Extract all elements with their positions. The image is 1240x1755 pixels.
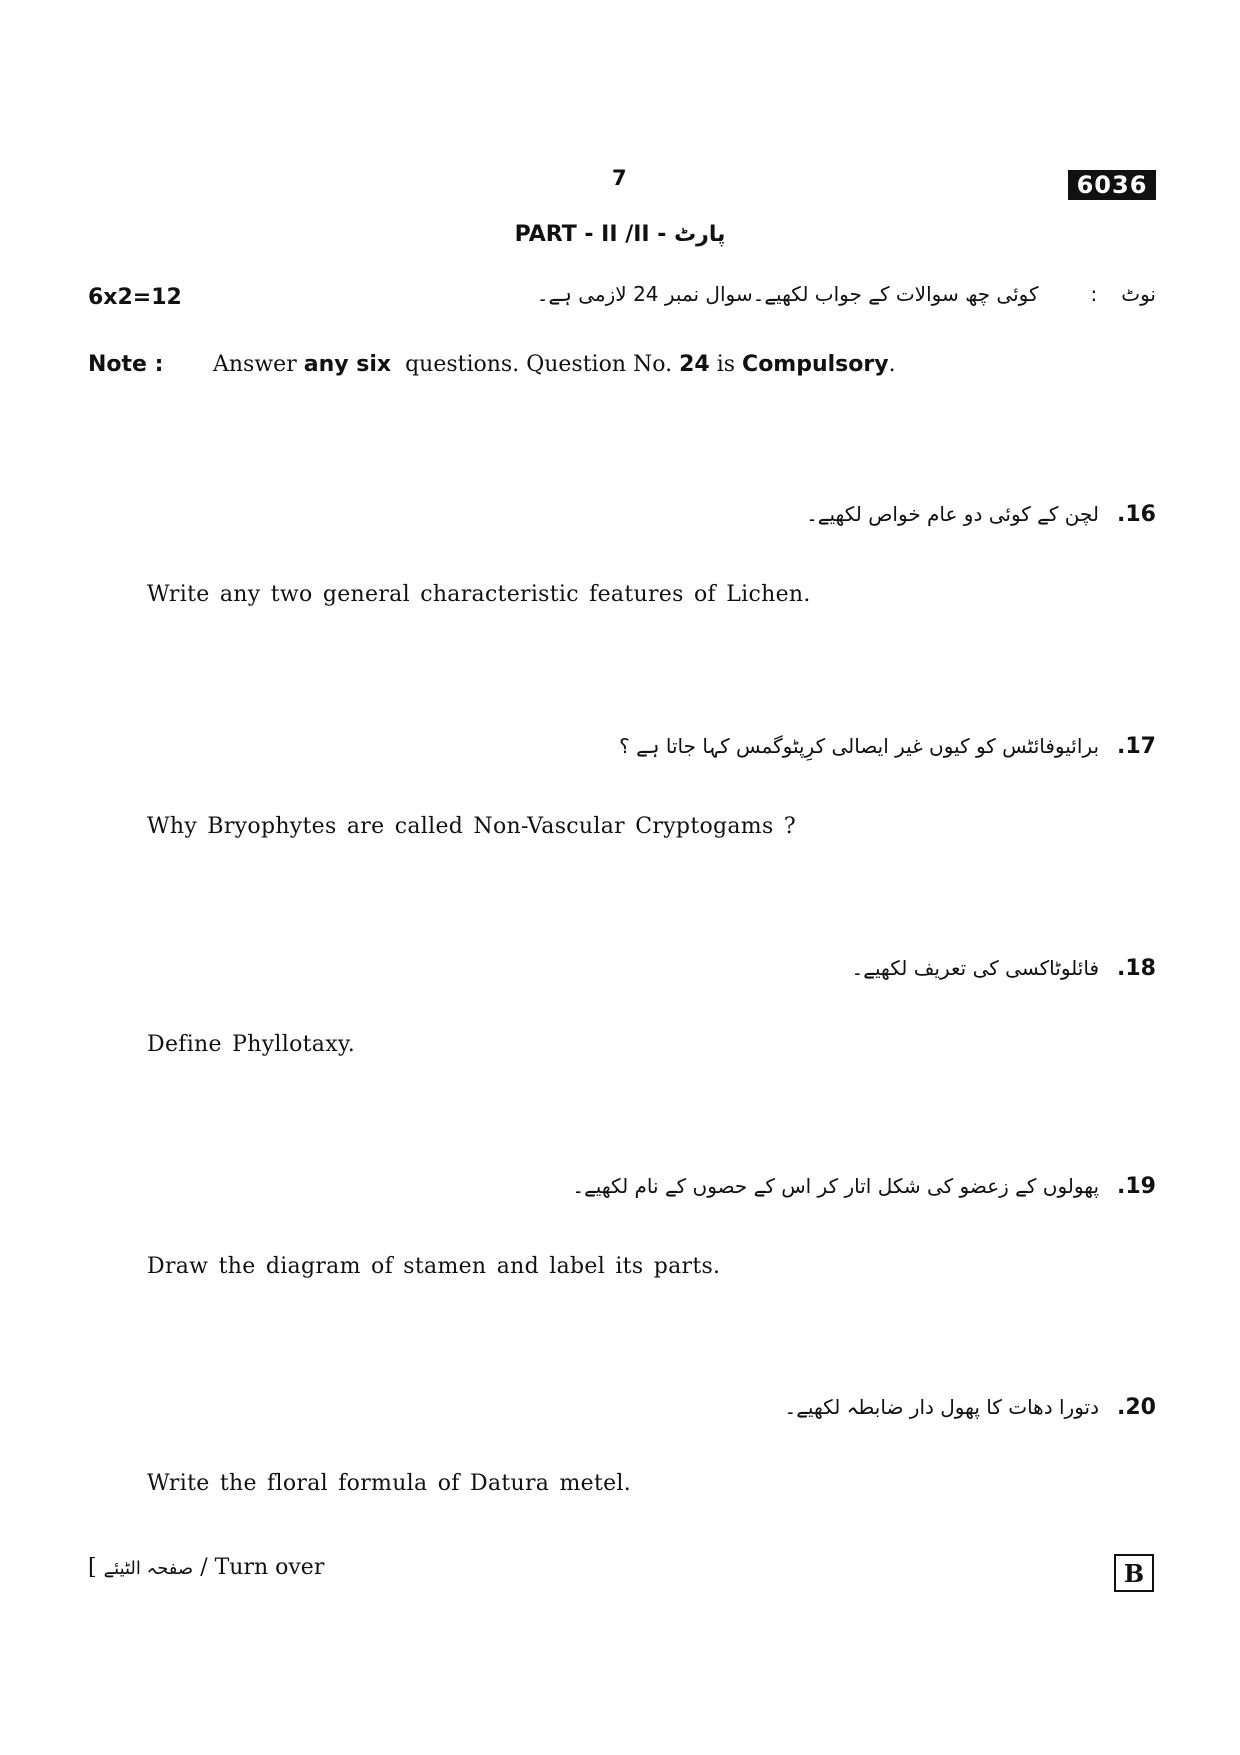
english-note (88, 352, 896, 377)
marks-scheme: 6x2=12 (88, 285, 182, 310)
question-urdu-text: پھولوں کے زعضو کی شکل اتار کر اس کے حصوں کے نام لکھیے۔ (572, 1174, 1100, 1198)
question-urdu-text: فائلوٹاکسی کی تعریف لکھیے۔ (851, 956, 1100, 980)
note-text-1: Answer (213, 352, 297, 377)
turn-over-english: / Turn over (200, 1555, 325, 1580)
question-16-urdu (806, 502, 1156, 527)
page-number: 7 (612, 166, 627, 190)
part-title (0, 222, 1240, 247)
turn-over-urdu: صفحہ الٹیئے (103, 1558, 194, 1579)
question-18-english: Define Phyllotaxy. (147, 1032, 356, 1057)
turn-over-note (88, 1555, 324, 1580)
urdu-note-text: کوئی چھ سوالات کے جواب لکھیے۔سوال نمبر 24 لازمی ہے۔ (536, 282, 1039, 306)
note-text-3: is (716, 352, 736, 377)
question-urdu-text: دتورا دھات کا پھول دار ضابطہ لکھیے۔ (784, 1395, 1100, 1419)
question-17-urdu (619, 734, 1156, 759)
question-number: 17. (1117, 734, 1156, 759)
urdu-note-colon: : (1090, 282, 1098, 306)
note-text-4: . (888, 352, 896, 377)
question-19-urdu (572, 1174, 1156, 1199)
part-title-en: PART - II /II - (514, 222, 667, 247)
question-number: 20. (1117, 1395, 1156, 1420)
note-label: Note : (88, 352, 164, 377)
version-badge: B (1114, 1554, 1154, 1592)
question-16-english: Write any two general characteristic features of Lichen. (147, 582, 811, 607)
note-bold-3: Compulsory (742, 352, 889, 377)
question-urdu-text: لچن کے کوئی دو عام خواص لکھیے۔ (806, 502, 1100, 526)
question-20-urdu (784, 1395, 1156, 1420)
note-text-2: questions. Question No. (405, 352, 673, 377)
note-bold-1: any six (303, 352, 392, 377)
urdu-note (537, 282, 1156, 306)
question-urdu-text: برائیوفائٹس کو کیوں غیر ایصالی کرِپٹوگمس کہا جاتا ہے ؟ (619, 734, 1100, 758)
paper-code-badge: 6036 (1068, 170, 1156, 200)
bracket-open: [ (88, 1555, 97, 1580)
urdu-note-label: نوٹ (1121, 282, 1156, 306)
question-20-english: Write the floral formula of Datura metel. (147, 1471, 632, 1496)
question-18-urdu (852, 956, 1156, 981)
question-number: 19. (1117, 1174, 1156, 1199)
note-bold-2: 24 (679, 352, 710, 377)
question-number: 16. (1117, 502, 1156, 527)
question-17-english: Why Bryophytes are called Non-Vascular Cryptogams ? (147, 814, 796, 839)
part-title-ur: پارٹ (674, 222, 726, 247)
question-number: 18. (1117, 956, 1156, 981)
question-19-english: Draw the diagram of stamen and label its parts. (147, 1254, 721, 1279)
